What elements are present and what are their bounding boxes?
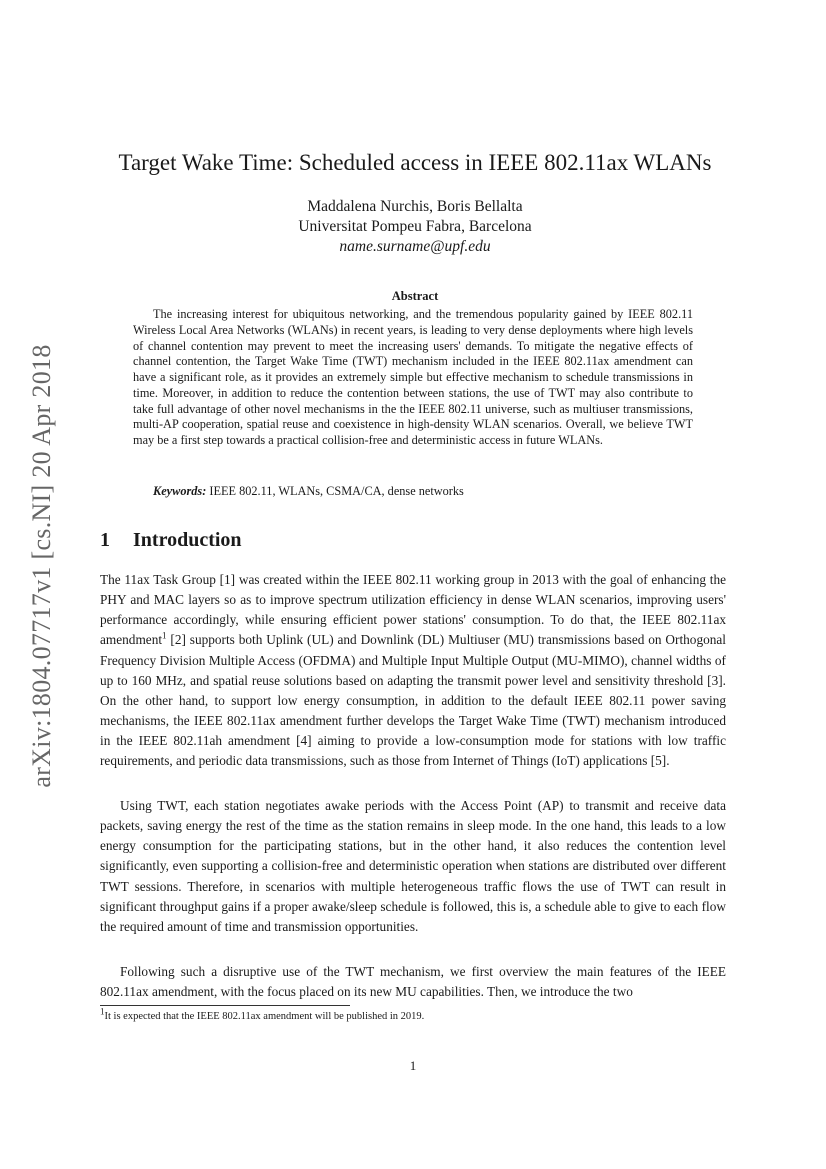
- footnote: [100, 1006, 425, 1022]
- footnote-divider: [100, 1005, 350, 1006]
- paper-affiliation: Universitat Pompeu Fabra, Barcelona: [298, 218, 532, 235]
- arxiv-sidebar-identifier: [22, 341, 62, 791]
- paper-email: name.surname@upf.edu: [339, 238, 491, 255]
- page-number: 1: [409, 1058, 417, 1073]
- keywords-line: [153, 484, 464, 499]
- intro-p1-part-b: [2] supports both Uplink (UL) and Downlink (DL) Multiuser (MU) transmissions based on Orthogonal Frequency Division Multiple Access (OFDMA) and Multiple Input Multiple Output (MU-MIMO), channel widths of up to 160 MHz, and spatial reuse solutions based on adapting the transmit power level and sensitivity threshold [3]. On the other hand, to support low energy consumption, in addition to the default IEEE 802.11 power saving mechanisms, the IEEE 802.11ax amendment further develops the Target Wake Time (TWT) mechanism introduced in the IEEE 802.11ah amendment [4] aiming to provide a low-consumption mode for stations with low traffic requirements, and periodic data transmissions, such as those from Internet of Things (IoT) applications [5].: [100, 632, 726, 769]
- intro-p2-text: Using TWT, each station negotiates awake periods with the Access Point (AP) to transmit and receive data packets, saving energy the rest of the time as the station remains in sleep mode. In the one hand, this leads to a low energy consumption for the participating stations, but in the other hand, it also reduces the contention level significantly, even supporting a collision-free and deterministic operation when stations are distributed over different TWT sessions. Therefore, in scenarios with multiple heterogeneous traffic flows the use of TWT can result in significant throughput gains if a proper awake/sleep schedule is followed, this is, a schedule able to give to each flow the required amount of time and transmission opportunities.: [100, 798, 726, 934]
- footnote-marker[interactable]: 1: [162, 631, 167, 642]
- keywords-label: Keywords:: [153, 484, 207, 498]
- intro-paragraph-3: [100, 962, 726, 1002]
- paper-authors: Maddalena Nurchis, Boris Bellalta: [307, 198, 523, 215]
- intro-paragraph-2: [100, 796, 726, 937]
- section-number: 1: [100, 529, 110, 551]
- section-title: Introduction: [133, 529, 242, 551]
- intro-paragraph-1: [100, 570, 726, 772]
- arxiv-id-text: arXiv:1804.07717v1 [cs.NI] 20 Apr 2018: [27, 344, 56, 788]
- keywords-values: IEEE 802.11, WLANs, CSMA/CA, dense networks: [209, 484, 464, 498]
- intro-p3-text: Following such a disruptive use of the TWT mechanism, we first overview the main features of the IEEE 802.11ax amendment, with the focus placed on its new MU capabilities. Then, we introduce the two: [100, 964, 726, 1000]
- abstract-body: The increasing interest for ubiquitous networking, and the tremendous popularity gained by IEEE 802.11 Wireless Local Area Networks (WLANs) in recent years, is leading to very dense deployments where high levels of channel contention may prevent to meet the increasing users' demands. To mitigate the negative effects of channel contention, the Target Wake Time (TWT) mechanism included in the IEEE 802.11ax amendment can have a significant role, as it provides an extremely simple but effective mechanism to schedule transmissions in time. Moreover, in addition to reduce the contention between stations, the use of TWT may also contribute to take full advantage of other novel mechanisms in the the IEEE 802.11 universe, such as multiuser transmissions, multi-AP cooperation, spatial reuse and coexistence in high-density WLAN scenarios. Overall, we believe TWT may be a first step towards a practical collision-free and deterministic access in future WLANs.: [133, 307, 693, 447]
- section-heading-introduction: [100, 529, 242, 552]
- intro-p1-part-a: The 11ax Task Group [1] was created within the IEEE 802.11 working group in 2013 with the goal of enhancing the PHY and MAC layers so as to improve spectrum utilization efficiency in dense WLAN scenarios, improving users' performance accordingly, while ensuring efficient power stations' consumption. To do that, the IEEE 802.11ax amendment: [100, 572, 726, 648]
- paper-title: Target Wake Time: Scheduled access in IEEE 802.11ax WLANs: [118, 150, 712, 175]
- abstract-heading: Abstract: [391, 289, 439, 303]
- footnote-mark: 1: [100, 1006, 105, 1017]
- footnote-text: It is expected that the IEEE 802.11ax amendment will be published in 2019.: [104, 1011, 425, 1022]
